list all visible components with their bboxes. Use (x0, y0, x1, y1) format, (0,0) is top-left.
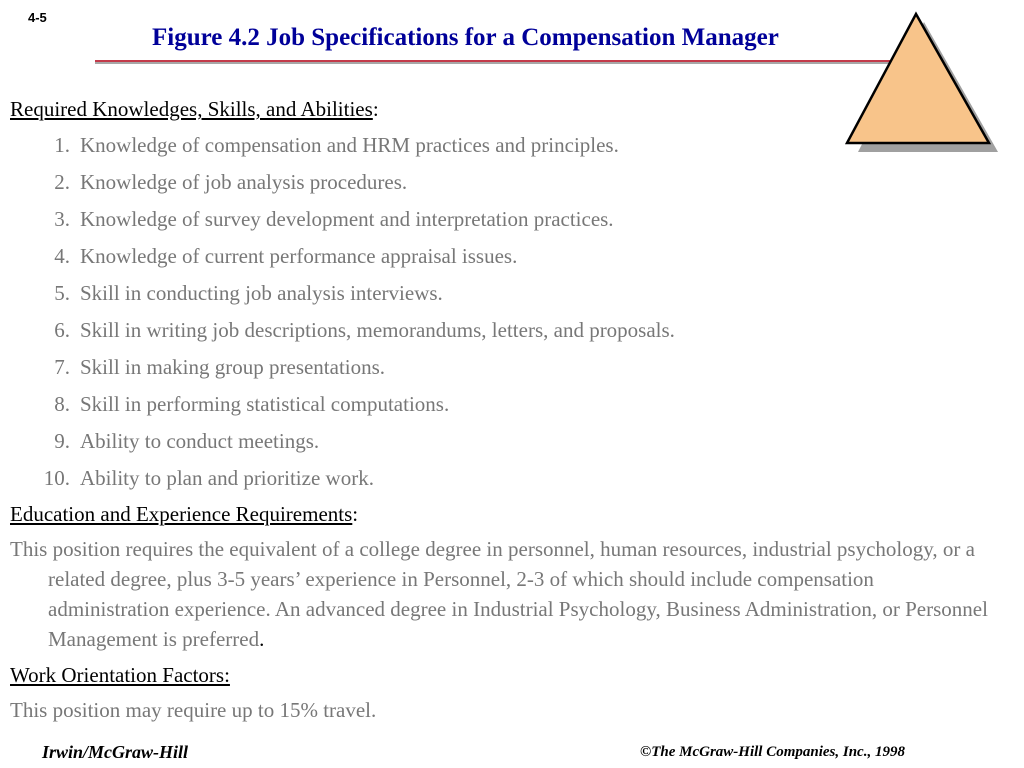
list-item (10, 164, 1000, 201)
footer-copyright: ©The McGraw-Hill Companies, Inc., 1998 (640, 744, 905, 760)
list-item-text: Knowledge of current performance appraisal issues. (80, 244, 518, 268)
ksa-heading-colon: : (372, 97, 379, 121)
list-item-number: 6. (54, 318, 70, 342)
list-item-text: Ability to plan and prioritize work. (80, 466, 374, 490)
list-item-text: Skill in performing statistical computations. (80, 392, 450, 416)
work-paragraph (10, 693, 1000, 729)
education-end-punct: . (259, 627, 265, 651)
list-item-text: Knowledge of survey development and interpretation practices. (80, 207, 614, 231)
education-heading-colon: : (352, 502, 359, 526)
slide-body (10, 92, 1000, 729)
list-item-number: 4. (54, 244, 70, 268)
work-text: This position may require up to 15% travel. (10, 698, 377, 722)
list-item-number: 10. (43, 466, 70, 490)
list-item-number: 8. (54, 392, 70, 416)
list-item-number: 1. (54, 133, 70, 157)
ksa-heading (10, 92, 1000, 127)
slide-title: Figure 4.2 Job Specifications for a Compensation Manager (152, 24, 779, 51)
list-item-text: Knowledge of compensation and HRM practices and principles. (80, 133, 619, 157)
education-paragraph (10, 532, 1000, 658)
list-item (10, 275, 1000, 312)
title-divider (95, 60, 895, 64)
work-heading-text: Work Orientation Factors: (10, 663, 230, 687)
list-item-number: 9. (54, 429, 70, 453)
list-item (10, 460, 1000, 497)
list-item-text: Skill in conducting job analysis interviews. (80, 281, 443, 305)
list-item-text: Ability to conduct meetings. (80, 429, 320, 453)
list-item-number: 2. (54, 170, 70, 194)
list-item (10, 312, 1000, 349)
list-item (10, 349, 1000, 386)
list-item-text: Skill in making group presentations. (80, 355, 386, 379)
list-item-number: 7. (54, 355, 70, 379)
education-text: This position requires the equivalent of a college degree in personnel, human resources, industrial psychology, or a related degree, plus 3-5 years’ experience in Personnel, 2-3 of which should include compensation administration experience. An advanced degree in Industrial Psychology, Business Administration, or Personnel Management is preferred (10, 537, 988, 651)
list-item-text: Skill in writing job descriptions, memorandums, letters, and proposals. (80, 318, 675, 342)
list-item-text: Knowledge of job analysis procedures. (80, 170, 408, 194)
slide-number: 4-5 (28, 10, 47, 25)
list-item (10, 238, 1000, 275)
work-heading (10, 658, 1000, 693)
list-item (10, 423, 1000, 460)
ksa-list (10, 127, 1000, 497)
education-heading (10, 497, 1000, 532)
ksa-heading-text: Required Knowledges, Skills, and Abilities (10, 97, 373, 121)
footer-publisher: Irwin/McGraw-Hill (42, 742, 189, 762)
list-item (10, 201, 1000, 238)
list-item-number: 3. (54, 207, 70, 231)
list-item (10, 386, 1000, 423)
education-heading-text: Education and Experience Requirements (10, 502, 353, 526)
list-item (10, 127, 1000, 164)
list-item-number: 5. (54, 281, 70, 305)
